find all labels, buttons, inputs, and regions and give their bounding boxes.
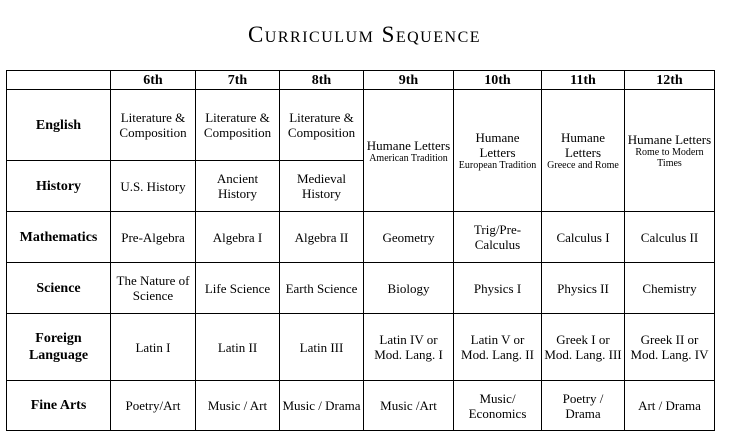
course-cell: Biology [364,263,454,314]
grade-header: 10th [454,71,542,90]
course-cell: Latin I [111,314,196,381]
humane-sub: American Tradition [369,152,448,164]
humane-sub: Greece and Rome [547,160,619,171]
subject-label: Mathematics [7,212,111,263]
course-cell: U.S. History [111,161,196,212]
subject-label: Fine Arts [7,381,111,431]
course-cell: Medieval History [280,161,364,212]
humane-main: Humane Letters [475,130,520,160]
grade-header: 11th [542,71,625,90]
grade-header: 12th [625,71,715,90]
course-cell: Art / Drama [625,381,715,431]
course-cell: Latin II [196,314,280,381]
course-cell: Physics II [542,263,625,314]
header-row [7,71,715,90]
course-cell: Life Science [196,263,280,314]
subject-label: English [7,90,111,161]
subject-label: Foreign Language [7,314,111,381]
humane-letters-cell [542,90,625,212]
course-cell: Trig/Pre-Calculus [454,212,542,263]
curriculum-table [6,70,715,431]
course-cell: Music / Art [196,381,280,431]
course-cell: Music / Drama [280,381,364,431]
fine-arts-row [7,381,715,431]
course-cell: Calculus I [542,212,625,263]
course-cell: Latin IV or Mod. Lang. I [364,314,454,381]
math-row [7,212,715,263]
course-cell: Latin V or Mod. Lang. II [454,314,542,381]
humane-letters-cell [364,90,454,212]
course-cell: Latin III [280,314,364,381]
course-cell: Calculus II [625,212,715,263]
course-cell: Pre-Algebra [111,212,196,263]
course-cell: Music/ Economics [454,381,542,431]
course-cell: Literature & Composition [196,90,280,161]
course-cell: Geometry [364,212,454,263]
grade-header: 9th [364,71,454,90]
subject-label: History [7,161,111,212]
foreign-language-row [7,314,715,381]
course-cell: Algebra II [280,212,364,263]
page-title: Curriculum Sequence [247,22,482,47]
humane-letters-cell [625,90,715,212]
course-cell: Physics I [454,263,542,314]
grade-header: 8th [280,71,364,90]
course-cell: Literature & Composition [280,90,364,161]
course-cell: Greek I or Mod. Lang. III [542,314,625,381]
humane-main: Humane Letters [627,132,712,147]
grade-header: 6th [111,71,196,90]
corner-cell [7,71,111,90]
course-cell: Poetry / Drama [542,381,625,431]
course-cell: Earth Science [280,263,364,314]
grade-header: 7th [196,71,280,90]
humane-sub: European Tradition [458,160,537,171]
course-cell: Poetry/Art [111,381,196,431]
course-cell: Algebra I [196,212,280,263]
course-cell: Chemistry [625,263,715,314]
course-cell: Ancient History [196,161,280,212]
english-row [7,90,715,161]
course-cell: Literature & Composition [111,90,196,161]
science-row [7,263,715,314]
course-cell: Music /Art [364,381,454,431]
course-cell: Greek II or Mod. Lang. IV [625,314,715,381]
humane-main: Humane Letters [560,130,606,160]
humane-letters-cell [454,90,542,212]
humane-sub: Rome to Modern Times [635,147,704,169]
humane-main: Humane Letters [366,137,451,153]
subject-label: Science [7,263,111,314]
course-cell: The Nature of Science [111,263,196,314]
